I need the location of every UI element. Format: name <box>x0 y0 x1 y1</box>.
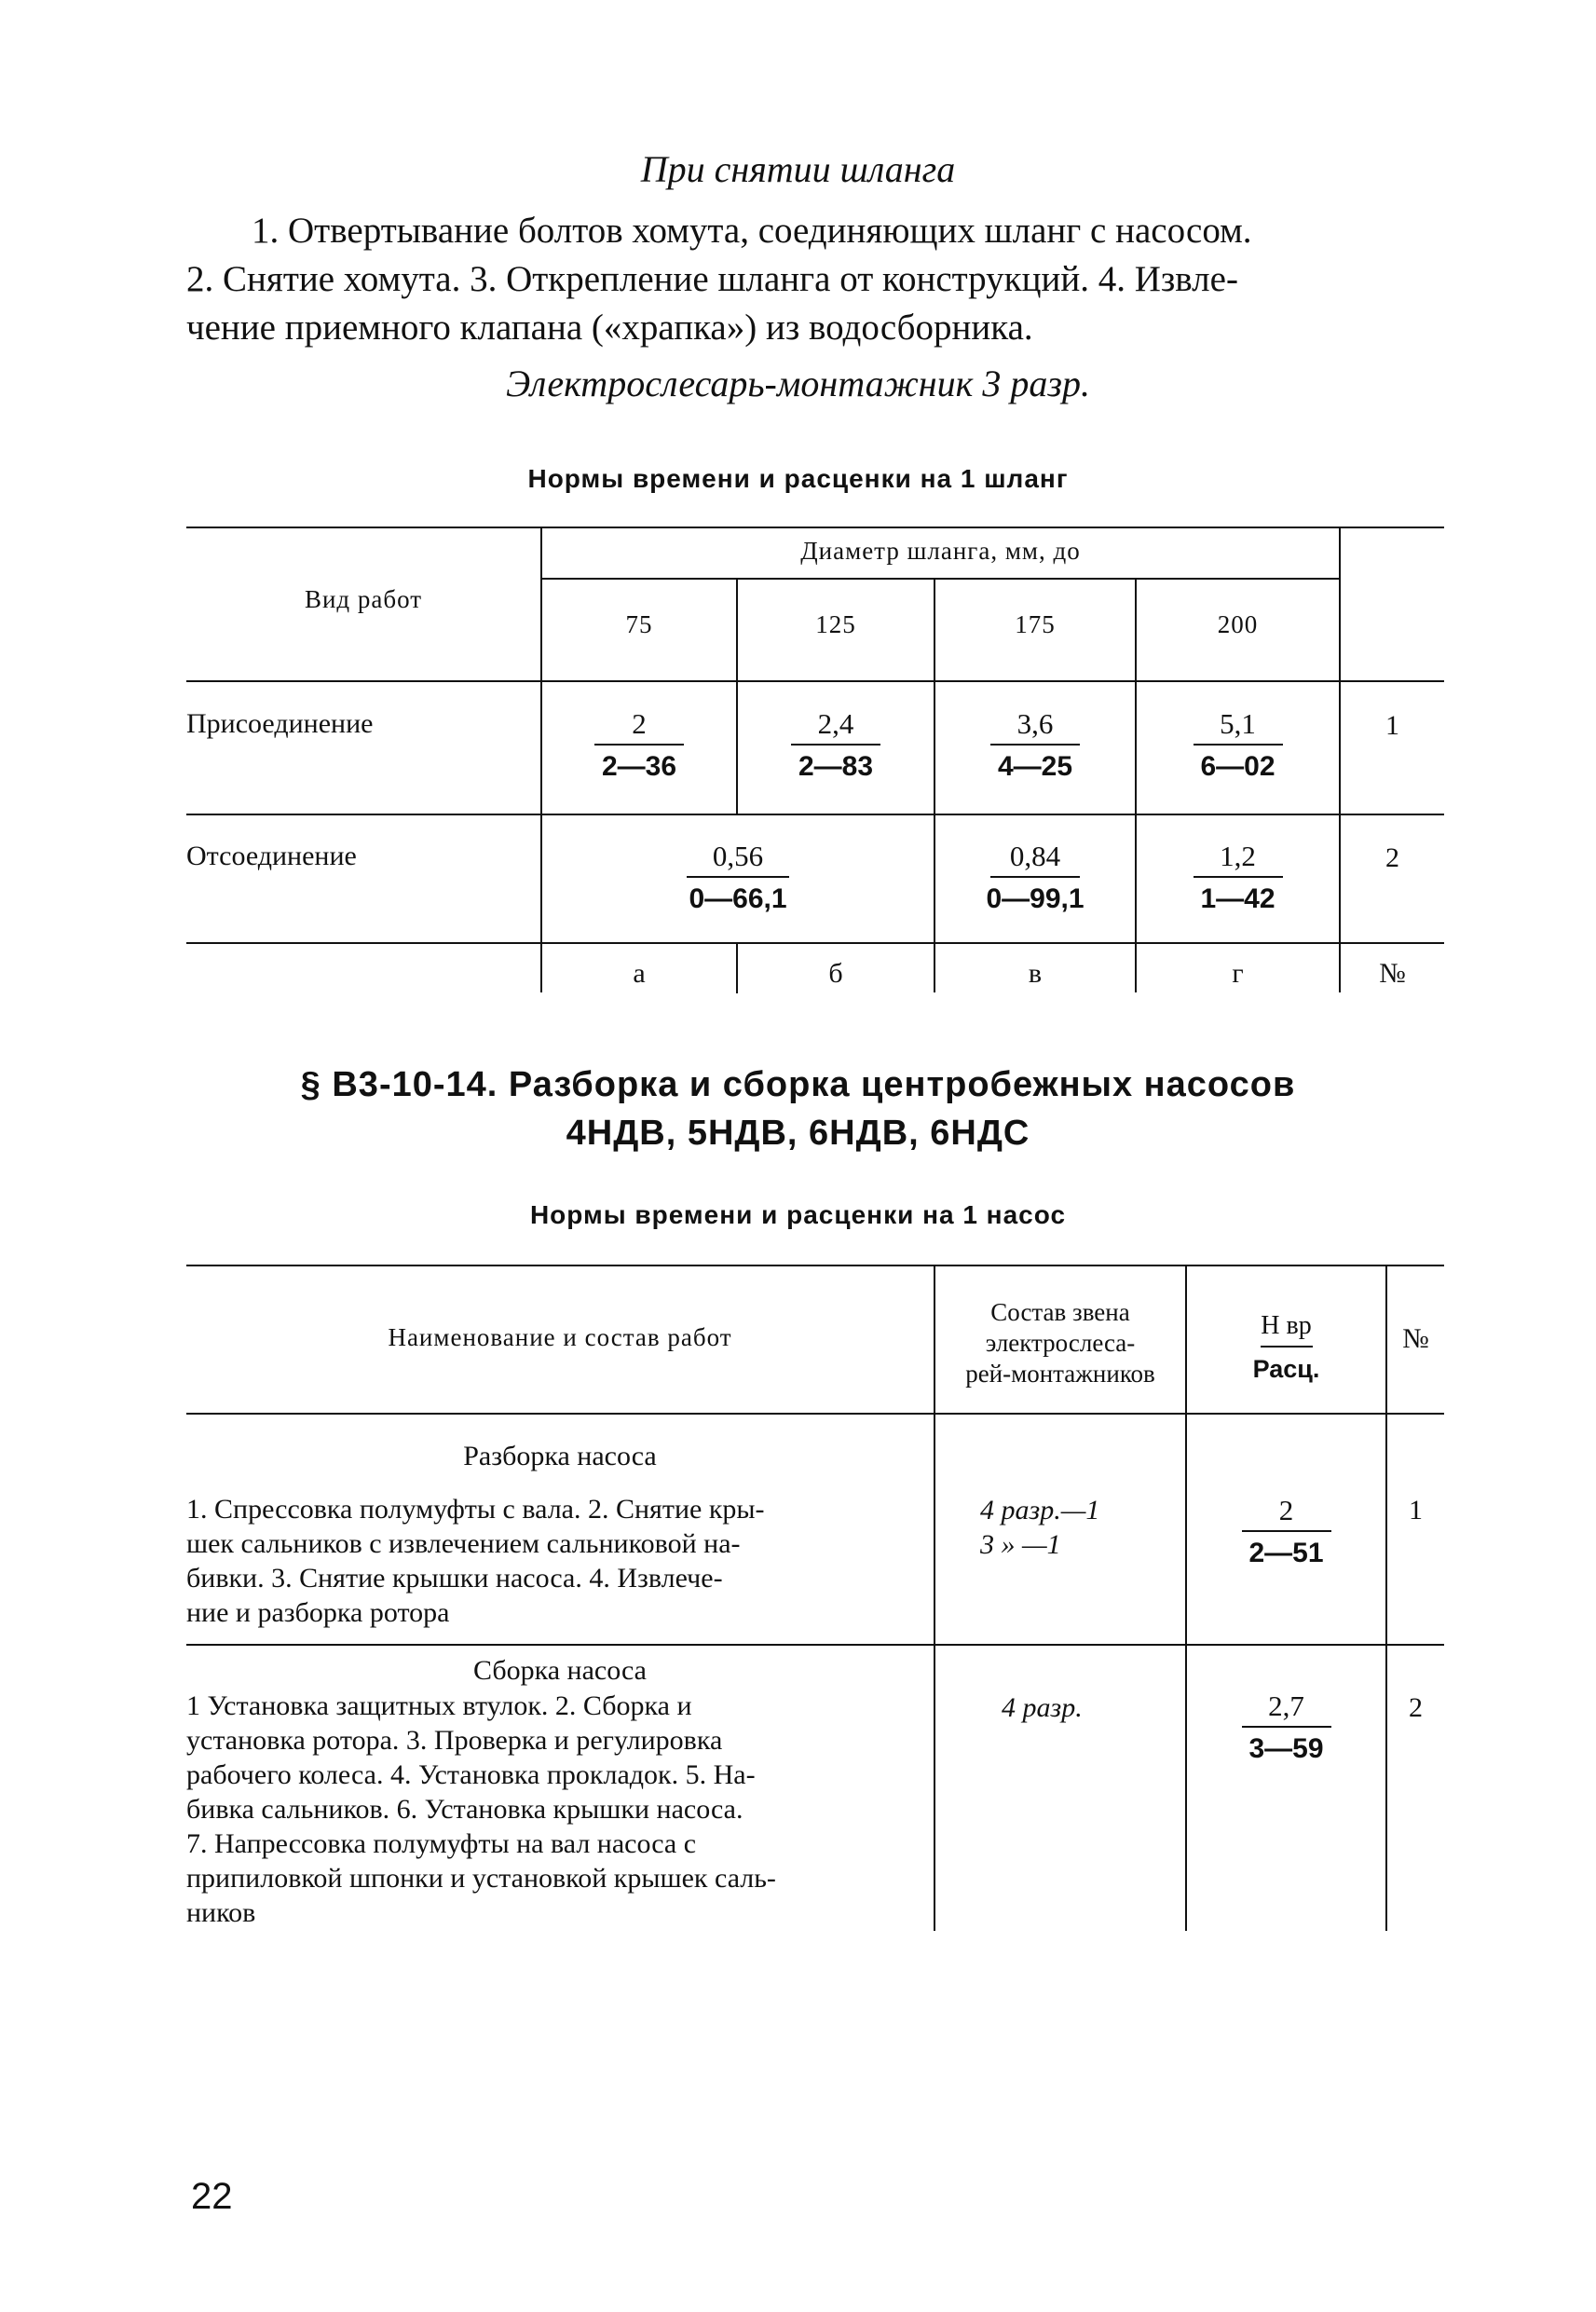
paragraph-line-3: чение приемного клапана («храпка») из водосборника. <box>186 308 1033 348</box>
norm-disassembly: 2 2—51 <box>1187 1493 1385 1571</box>
cell-connect-75: 2 2—36 <box>542 706 736 785</box>
rowlabel-header: Вид работ <box>304 585 423 613</box>
row-number-1: 1 <box>1385 710 1399 741</box>
paragraph-line-2: 2. Снятие хомута. 3. Открепление шланга от конструкций. 4. Извле- <box>186 259 1238 299</box>
row-text-disassembly: 1. Спрессовка полумуфты с вала. 2. Снятие кры- шек сальников с извлечением сальниковой на- бивки. 3. Снятие крышки насоса. 4. Извлече- ние и разборка ротора <box>186 1494 765 1628</box>
column-letter-v: в <box>1028 958 1043 989</box>
row-label-connect: Присоединение <box>186 708 374 739</box>
diameter-175: 175 <box>1015 610 1056 638</box>
worker-grade: Электрослесарь-монтажник 3 разр. <box>506 363 1090 404</box>
cell-connect-125: 2,4 2—83 <box>738 706 934 785</box>
crew-assembly: 4 разр. <box>1002 1692 1083 1723</box>
section-title-line-2: 4НДВ, 5НДВ, 6НДВ, 6НДС <box>566 1114 1030 1153</box>
header-crew: Состав звена электрослеса- рей-монтажников <box>965 1298 1155 1388</box>
cell-disconnect-200: 1,2 1—42 <box>1137 839 1339 917</box>
column-letter-a: а <box>633 958 646 989</box>
row-title-assembly: Сборка насоса <box>472 1655 647 1686</box>
row2-number-2: 2 <box>1409 1692 1423 1723</box>
norm-assembly: 2,7 3—59 <box>1187 1689 1385 1767</box>
paragraph-line-1: 1. Отвертывание болтов хомута, соединяющих шланг с насосом. <box>252 211 1252 251</box>
section-title-line-1: § В3-10-14. Разборка и сборка центробежных насосов <box>300 1065 1296 1104</box>
cell-connect-200: 5,1 6—02 <box>1137 706 1339 785</box>
row-label-disconnect: Отсоединение <box>186 841 357 871</box>
header-work-name: Наименование и состав работ <box>388 1323 732 1351</box>
row-text-assembly: 1 Установка защитных втулок. 2. Сборка и установка ротора. 3. Проверка и регулировка рабочего колеса. 4. Установка прокладок. 5. На- бивка сальников. 6. Установка крышки насоса. 7. Напрессовка полумуфты на вал насоса с припиловкой шпонки и установкой крышек саль- ников <box>186 1690 776 1928</box>
column-letter-g: г <box>1232 958 1244 989</box>
row2-number-1: 1 <box>1409 1495 1423 1525</box>
diameter-75: 75 <box>625 610 653 638</box>
table2-caption: Нормы времени и расценки на 1 насос <box>529 1200 1067 1229</box>
diameter-125: 125 <box>815 610 856 638</box>
header-norm-price: Н вр Расц. <box>1252 1311 1320 1383</box>
column-number-sign: № <box>1379 958 1406 989</box>
section-heading: При снятии шланга <box>640 148 956 190</box>
crew-disassembly: 4 разр.—1 3 » —1 <box>980 1495 1100 1560</box>
row-title-disassembly: Разборка насоса <box>463 1441 657 1471</box>
diameter-200: 200 <box>1217 610 1259 638</box>
table1-caption: Нормы времени и расценки на 1 шланг <box>527 464 1069 493</box>
cell-disconnect-175: 0,84 0—99,1 <box>986 840 1084 914</box>
column-letter-b: б <box>828 958 843 989</box>
diameter-group-header: Диаметр шланга, мм, до <box>800 537 1081 565</box>
row-number-2: 2 <box>1385 842 1399 873</box>
cell-disconnect-75-125: 0,56 0—66,1 <box>542 839 934 917</box>
page-number: 22 <box>191 2176 233 2217</box>
header-number: № <box>1402 1323 1429 1354</box>
cell-connect-175: 3,6 4—25 <box>935 706 1135 785</box>
